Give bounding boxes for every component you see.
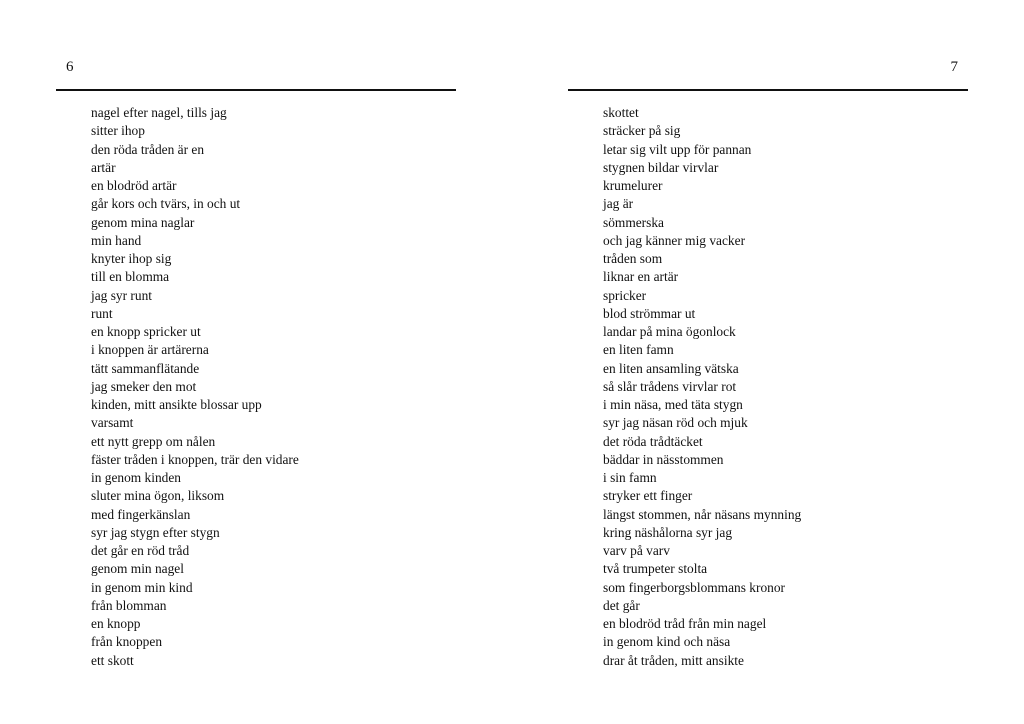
poem-line: jag syr runt (91, 287, 152, 303)
page-number: 7 (950, 59, 958, 75)
poem-line: från blomman (91, 597, 167, 613)
poem-line: jag är (603, 196, 634, 212)
poem-line: i knoppen är artärerna (91, 342, 209, 358)
poem-line: letar sig vilt upp för pannan (603, 141, 752, 157)
poem-line: drar åt tråden, mitt ansikte (603, 652, 744, 668)
poem-line: kring näshålorna syr jag (603, 524, 733, 540)
header-rule (568, 89, 968, 91)
poem-line: syr jag stygn efter stygn (91, 524, 220, 540)
poem-line: spricker (603, 287, 647, 303)
poem-line: i min näsa, med täta stygn (603, 397, 743, 412)
poem-line: nagel efter nagel, tills jag (91, 105, 227, 120)
poem-line: längst stommen, når näsans mynning (603, 506, 802, 522)
poem-line: sömmerska (603, 214, 664, 230)
poem-line: i sin famn (603, 470, 657, 485)
poem-line: fäster tråden i knoppen, trär den vidare (91, 451, 299, 467)
poem-line: bäddar in nässtommen (603, 451, 724, 467)
poem-line: in genom kinden (91, 470, 182, 485)
poem-line: en liten ansamling vätska (603, 360, 739, 376)
poem-line: jag smeker den mot (91, 378, 197, 394)
poem-line: tråden som (603, 251, 663, 266)
poem-line: kinden, mitt ansikte blossar upp (91, 397, 262, 412)
poem-line: med fingerkänslan (91, 506, 191, 522)
poem-line: min hand (91, 232, 142, 248)
poem-line: liknar en artär (603, 269, 679, 285)
poem-line: en knopp (91, 616, 141, 631)
poem-text (91, 104, 299, 670)
poem-line: en blodröd artär (91, 178, 177, 193)
poem-line: syr jag näsan röd och mjuk (603, 415, 748, 431)
poem-line: det går (603, 597, 640, 613)
right-page (512, 0, 1024, 724)
poem-line: artär (91, 159, 116, 175)
poem-line: tätt sammanflätande (91, 360, 200, 376)
poem-line: en blodröd tråd från min nagel (603, 616, 767, 631)
poem-line: sitter ihop (91, 123, 145, 139)
poem-line: landar på mina ögonlock (603, 324, 736, 339)
poem-line: går kors och tvärs, in och ut (91, 196, 241, 212)
poem-line: den röda tråden är en (91, 141, 205, 157)
poem-line: blod strömmar ut (603, 305, 696, 321)
poem-line: in genom kind och näsa (603, 634, 731, 650)
poem-line: stryker ett finger (603, 488, 693, 504)
poem-line: stygnen bildar virvlar (603, 159, 719, 175)
poem-line: in genom min kind (91, 579, 193, 595)
poem-line: det går en röd tråd (91, 543, 190, 558)
poem-line: från knoppen (91, 634, 163, 650)
poem-line: genom mina naglar (91, 214, 195, 230)
poem-line: två trumpeter stolta (603, 561, 708, 577)
poem-line: genom min nagel (91, 561, 184, 577)
poem-line: varsamt (91, 415, 134, 431)
poem-line: som fingerborgsblommans kronor (603, 579, 785, 595)
poem-line: en liten famn (603, 342, 674, 358)
poem-line: och jag känner mig vacker (603, 232, 746, 248)
poem-line: krumelurer (603, 178, 663, 193)
poem-line: så slår trådens virvlar rot (603, 378, 737, 394)
page-number: 6 (66, 59, 74, 75)
poem-line: ett skott (91, 652, 134, 668)
poem-line: runt (91, 305, 113, 321)
poem-line: till en blomma (91, 269, 170, 285)
poem-line: det röda trådtäcket (603, 433, 703, 449)
poem-line: skottet (603, 105, 639, 120)
poem-line: knyter ihop sig (91, 251, 172, 266)
poem-line: sluter mina ögon, liksom (91, 488, 225, 504)
poem-line: varv på varv (603, 543, 670, 558)
poem-text (603, 104, 801, 670)
poem-line: sträcker på sig (603, 123, 681, 139)
poem-line: en knopp spricker ut (91, 324, 201, 339)
header-rule (56, 89, 456, 91)
poem-line: ett nytt grepp om nålen (91, 433, 216, 449)
